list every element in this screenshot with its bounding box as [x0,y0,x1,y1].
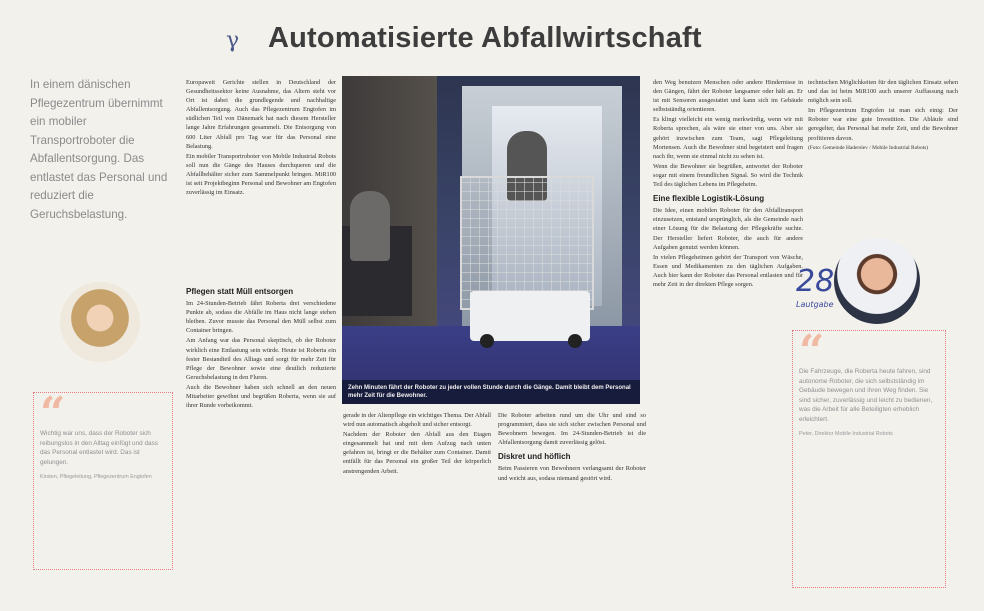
section-heading-4: Eine flexible Logistik-Lösung [653,194,765,204]
col4b-para-1: Die Idee, einen mobilen Roboter für den Abfalltransport einzusetzen, entstand ursprünglich, als die Gemeinde nach einer Lösung für die Belastung der Pflegekräfte suchte. Der Hersteller liefert Roboter, die auch für andere Aufgaben genutzt werden können. [653,207,803,251]
col1b-para-3: Auch die Bewohner haben sich schnell an den neuen Mitarbeiter gewöhnt und begrüßen Roberta, wenn sie auf ihrer Runde vorbeikommt. [186,383,336,410]
photo-seated-person [350,191,390,261]
section-heading-1: Pflegen statt Müll entsorgen [186,287,294,296]
photo-caption: Zehn Minuten fährt der Roboter zu jeder vollen Stunde durch die Gänge. Damit bleibt dem Personal mehr Zeit für die Bewohner. [342,380,640,404]
column-3 [498,411,646,484]
col4-para-1: den Weg benutzen Menschen oder andere Hindernisse in den Gängen, fährt der Roboter langsamer oder hält an. Er ist mit Sensoren ausgestattet und kann sich im Gebäude selbstständig orientieren. [653,79,803,114]
photo-wire-cart [460,176,594,310]
column-2 [343,411,491,477]
quote-box-right [792,326,946,588]
quote-mark-icon: “ [799,326,825,377]
column-1 [186,78,336,198]
photo-robot-wheel [480,334,494,348]
col5-para-1: technischen Möglichkeiten für den täglichen Einsatz sehen und das ist beim MiR100 auch unserer Auffassung nach möglich sein soll. [808,79,958,105]
quote-right-text: Die Fahrzeuge, die Roberta heute fahren, sind autonome Roboter, die sich selbstständig im Gebäude bewegen und ihren Weg finden. Sie sind sicher, zuverlässig und leicht zu bedienen, was die Arbeit für alle Beteiligten erheblich erleichtert. [799,368,933,423]
col3-para-2: Beim Passieren von Bewohnern verlangsamt der Roboter und weicht aus, sodass niemand gestört wird. [498,465,646,482]
portrait-woman [60,282,140,362]
portrait-man [834,238,920,324]
col1-para-1: Europaweit Gerichte stellen in Deutschland der Gesundheitssektor keine Ausnahme, das Altern steht vor Ort ist dabei die grundlegende und nachhaltige Abfallentsorgung. Auch das Pflegezentrum Engtofen im südlichen Teil von Dänemark hat nach diesem Hersteller lange Jahre Erfahrungen gesammelt. Die Entsorgung von 600 Liter Abfall pro Tag war für das Personal eine Belastung. [186,79,336,150]
pen-mark: γ [226,28,240,53]
col2-para-2: Nachdem der Roboter den Abfall aus den Etagen eingesammelt hat und mit dem Aufzug nach unten gefahren ist, bringt er die Behälter zum Container. Damit entfällt für das Personal ein großer Teil der körperlich anstrengenden Arbeit. [343,431,491,475]
quote-box-left [33,388,173,570]
col4b-para-2: In vielen Pflegeheimen gehört der Transport von Wäsche, Essen und Medikamenten zu den täglichen Aufgaben. Auch hier kann der Roboter das Personal entlasten und für mehr Zeit in der direkten Pflege sorgen. [653,253,803,288]
col4-para-3: Wenn die Bewohner sie begrüßen, antwortet der Roboter sogar mit einem freundlichen Signal. So wird die Technik Teil des täglichen Lebens im Pflegeheim. [653,162,803,189]
lead-paragraph: In einem dänischen Pflegezentrum übernimmt ein mobiler Transportroboter die Abfallentsorgung. Das entlastet das Personal und reduziert die Geruchsbelastung. [30,78,168,221]
col1b-para-1: Im 24-Stunden-Betrieb fährt Roberta drei verschiedene Punkte ab, sodass die Abfälle im Haus nicht lange stehen bleiben. Zuvor musste das Personal den Müll selbst zum Container bringen. [186,300,336,335]
quote-left-source: Kirsten, Pflegeleitung, Pflegezentrum Engtofen [40,474,152,480]
handwritten-note: Lautgabe [796,300,834,309]
article-photo [342,76,640,404]
col1-para-2: Ein mobiler Transportroboter von Mobile Industrial Robots soll nun die Gänge des Hauses durchqueren und die Abfallbehälter sicher zum Sammelpunkt bringen. MiR100 ist seit Projektbeginn Personal und Bewohner am Engtofen zuverlässig im Einsatz. [186,152,336,197]
col1b-para-2: Am Anfang war das Personal skeptisch, ob der Roboter wirklich eine Entlastung sein würde. Heute ist Roberta ein fester Bestandteil des Alltags und sorgt für mehr Zeit für Pflege der Bewohner sowie eine deutlich reduzierte Geruchsbelastung in den Fluren. [186,337,336,381]
handwritten-page-number: 28 [796,264,835,299]
col5-para-2: Im Pflegezentrum Engtofen ist man sich einig: Der Roboter war eine gute Investition. Die Abläufe sind geregelter, das Personal hat mehr Zeit, und die Bewohner profitieren davon. [808,107,958,142]
column-4 [653,78,803,290]
quote-left-text: Wichtig war uns, dass der Roboter sich reibungslos in den Alltag einfügt und dass das Personal entlastet wird. Das ist gelungen. [40,430,158,466]
quote-mark-icon: “ [40,388,66,439]
article-title: Automatisierte Abfallwirtschaft [268,22,702,54]
col2-para-1: gerade in der Altenpflege ein wichtiges Thema. Der Abfall wird nun automatisch abgeholt und sicher entsorgt. [343,412,491,429]
column-1b [186,282,336,411]
column-5 [808,78,958,228]
col4-para-2: Es klingt vielleicht ein wenig merkwürdig, wenn wir mit Roberta sprechen, als wäre sie einer von uns. Aber sie gehört inzwischen zum Team, sagt Pflegeleitung Mortensen. Auch die Bewohner sind begeistert und fragen nach ihr, wenn sie einmal nicht zu sehen ist. [653,116,803,160]
col5-photo-credit: (Foto: Gemeinde Haderslev / Mobile Industrial Robots) [808,144,929,151]
photo-robot-wheel [568,334,582,348]
section-heading-3: Diskret und höflich [498,452,571,462]
col3-para-1: Die Roboter arbeiten rund um die Uhr und sind so programmiert, dass sie sich sicher zwischen Personal und Bewohnern bewegen. Im 24-Stunden-Betrieb ist die Abfallentsorgung damit zuverlässig gelöst. [498,412,646,447]
quote-right-source: Peter, Direktor Mobile Industrial Robots [799,431,893,437]
